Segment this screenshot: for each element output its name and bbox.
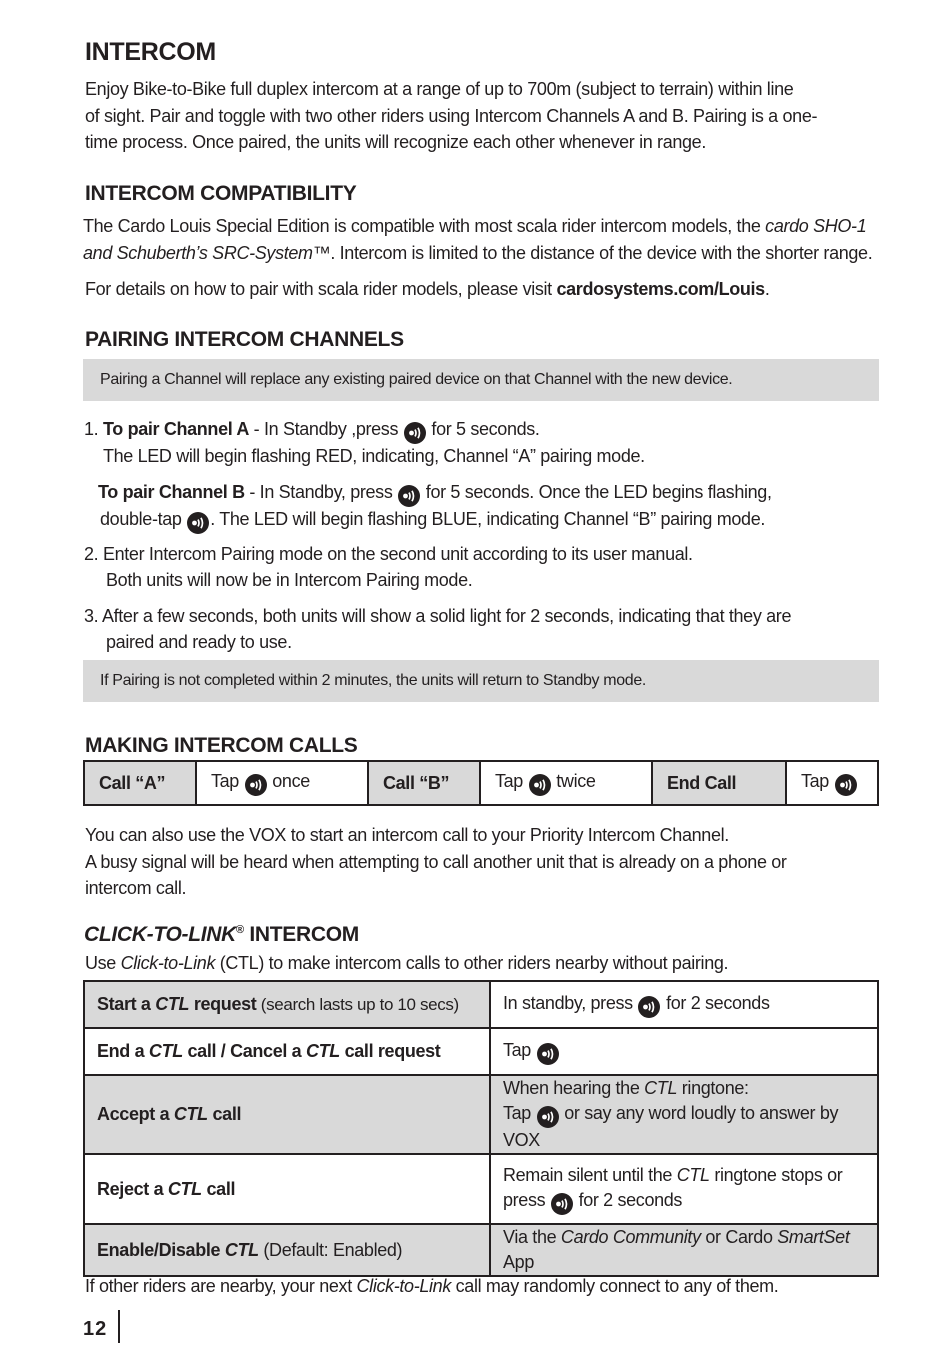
ctl-key-end — [84, 1028, 490, 1075]
italic-text: CTL — [173, 1104, 208, 1124]
text: call — [207, 1104, 242, 1124]
ctl-value-enable — [490, 1224, 878, 1276]
text-line — [503, 1188, 865, 1215]
end-call-action — [786, 761, 878, 805]
table-row — [84, 1075, 878, 1154]
text: In standby, press — [503, 993, 638, 1013]
page-number-divider — [118, 1310, 120, 1343]
text: once — [267, 770, 310, 791]
intercom-paragraph — [85, 76, 817, 156]
text: call request — [339, 1041, 441, 1061]
step-3: 3. After a few seconds, both units will show a solid light for 2 seconds, indicating that they are — [84, 606, 792, 626]
ctl-value-start — [490, 981, 878, 1028]
text: - In Standby ,press — [249, 419, 403, 439]
ctl-heading — [84, 918, 359, 947]
calls-paragraph — [85, 822, 787, 902]
italic-text: CTL — [644, 1078, 678, 1098]
table-row — [84, 1154, 878, 1224]
italic-text: CTL — [155, 994, 190, 1014]
text: Accept a — [97, 1104, 174, 1124]
italic-text: CTL — [306, 1041, 340, 1061]
text: Tap — [801, 770, 834, 791]
text: If other riders are nearby, your next — [85, 1276, 357, 1296]
text: Use — [85, 953, 121, 973]
text: call — [201, 1178, 236, 1199]
text: Reject a — [97, 1178, 168, 1199]
ctl-intro — [85, 950, 728, 977]
step-2: 2. Enter Intercom Pairing mode on the second unit according to its user manual. — [84, 544, 693, 564]
text: App — [503, 1252, 534, 1272]
text: Tap — [503, 1103, 536, 1123]
italic-text: Click-to-Link — [120, 953, 216, 973]
text-line — [503, 1163, 865, 1188]
text-line: time process. Once paired, the units will recognize each other whenever in range. — [85, 132, 706, 152]
compatibility-paragraph — [83, 213, 872, 266]
ctl-key-accept — [84, 1075, 490, 1154]
ctl-footer-note — [85, 1273, 778, 1300]
text: ringtone stops or — [709, 1165, 843, 1185]
intercom-button-icon — [529, 774, 551, 796]
text-line — [503, 1076, 865, 1101]
italic-text: CTL — [167, 1178, 202, 1199]
ctl-key-enable — [84, 1224, 490, 1276]
pairing-heading: PAIRING INTERCOM CHANNELS — [85, 328, 404, 351]
intercom-button-icon — [551, 1193, 573, 1215]
text: End a — [97, 1041, 149, 1061]
text: Tap — [495, 770, 528, 791]
text: press — [503, 1190, 550, 1210]
text: When hearing the — [503, 1078, 645, 1098]
ctl-value-reject — [490, 1154, 878, 1224]
text-line: You can also use the VOX to start an intercom call to your Priority Intercom Channel. — [85, 825, 729, 845]
text: request — [189, 994, 257, 1014]
italic-text: and Schuberth’s SRC-System — [83, 242, 313, 263]
step-1a-line2: The LED will begin flashing RED, indicating, Channel “A” pairing mode. — [103, 446, 645, 466]
text-line: of sight. Pair and toggle with two other riders using Intercom Channels A and B. Pairing is a one- — [85, 105, 818, 126]
text-line: intercom call. — [85, 878, 187, 898]
intercom-button-icon — [835, 774, 857, 796]
text: call may randomly connect to any of them. — [450, 1276, 779, 1296]
table-row — [84, 1028, 878, 1075]
text: Via the — [503, 1227, 561, 1247]
intercom-button-icon — [537, 1043, 559, 1065]
intercom-button-icon — [245, 774, 267, 796]
step-1a — [84, 416, 540, 444]
text: Tap — [503, 1040, 536, 1060]
intercom-button-icon — [404, 422, 426, 444]
intercom-button-icon — [187, 512, 209, 534]
italic-text: CTL — [676, 1165, 710, 1185]
step-2-line2: Both units will now be in Intercom Pairing mode. — [106, 570, 473, 590]
text: call / Cancel a — [182, 1041, 306, 1061]
text: ™. Intercom is limited to the distance of the device with the shorter range. — [312, 242, 873, 263]
calls-table — [83, 760, 879, 806]
text: for 5 seconds. Once the LED begins flashing, — [421, 482, 772, 502]
italic-text: CTL — [148, 1041, 183, 1061]
page-number: 12 — [83, 1318, 108, 1340]
text: Enable/Disable — [97, 1239, 225, 1260]
text: (Default: Enabled) — [258, 1239, 403, 1260]
text: The Cardo Louis Special Edition is compatible with most scala rider intercom models, the — [83, 216, 766, 236]
italic-text: CTL — [224, 1239, 259, 1260]
note-box-timeout: If Pairing is not completed within 2 minutes, the units will return to Standby mode. — [83, 660, 879, 702]
italic-text: Click-to-Link — [356, 1276, 451, 1296]
text: or Cardo — [700, 1227, 778, 1247]
text: . The LED will begin flashing BLUE, indicating Channel “B” pairing mode. — [210, 509, 766, 529]
end-call-label: End Call — [652, 761, 786, 805]
text-line — [83, 240, 872, 267]
text: For details on how to pair with scala rider models, please visit — [85, 279, 557, 299]
step-number: 1. — [84, 419, 99, 439]
step-1b-line2 — [100, 506, 765, 534]
ctl-value-accept — [490, 1075, 878, 1154]
text: ringtone: — [677, 1078, 749, 1098]
ctl-key-reject — [84, 1154, 490, 1224]
text: double-tap — [100, 509, 187, 529]
website-link[interactable]: cardosystems.com/Louis — [556, 279, 765, 299]
text: for 2 seconds — [573, 1190, 683, 1210]
step-title: To pair Channel A — [102, 419, 250, 439]
italic-text: Cardo Community — [560, 1227, 701, 1247]
text: Remain silent until the — [503, 1165, 677, 1185]
step-title: To pair Channel B — [98, 482, 245, 502]
text: (search lasts up to 10 secs) — [256, 995, 459, 1014]
table-row — [84, 761, 878, 805]
table-row — [84, 981, 878, 1028]
text: to make intercom calls to other riders nearby without pairing. — [264, 953, 729, 973]
intercom-button-icon — [537, 1106, 559, 1128]
intercom-button-icon — [638, 996, 660, 1018]
call-a-action — [196, 761, 368, 805]
text: for 5 seconds. — [426, 419, 540, 439]
call-b-action — [480, 761, 652, 805]
step-1b — [98, 479, 772, 507]
calls-heading: MAKING INTERCOM CALLS — [85, 734, 358, 757]
italic-text: SmartSet — [777, 1227, 850, 1247]
text-line: A busy signal will be heard when attempting to call another unit that is already on a phone or — [85, 851, 787, 872]
registered-mark: ® — [236, 924, 244, 936]
intercom-heading: INTERCOM — [85, 38, 216, 66]
text: . — [764, 279, 770, 299]
call-a-label: Call “A” — [84, 761, 196, 805]
italic-text: CLICK-TO-LINK — [84, 923, 237, 946]
text: INTERCOM — [243, 923, 359, 946]
text: (CTL) — [215, 953, 264, 973]
text-line — [83, 213, 872, 240]
call-b-label: Call “B” — [368, 761, 480, 805]
ctl-value-end — [490, 1028, 878, 1075]
step-3-line2: paired and ready to use. — [106, 632, 292, 652]
ctl-key-start — [84, 981, 490, 1028]
compatibility-heading: INTERCOM COMPATIBILITY — [85, 182, 357, 205]
text: - In Standby, press — [244, 482, 398, 502]
text: or say any word loudly to answer by VOX — [503, 1103, 839, 1150]
details-line — [85, 276, 770, 303]
italic-text: cardo SHO-1 — [765, 216, 867, 236]
text: Start a — [97, 994, 156, 1014]
ctl-table — [83, 980, 879, 1277]
text: Tap — [211, 770, 244, 791]
text: twice — [551, 770, 596, 791]
text-line — [503, 1101, 865, 1153]
text: for 2 seconds — [661, 993, 770, 1013]
text-line: Enjoy Bike-to-Bike full duplex intercom at a range of up to 700m (subject to terrain) within line — [85, 79, 794, 99]
note-box-replace: Pairing a Channel will replace any existing paired device on that Channel with the new device. — [83, 359, 879, 401]
table-row — [84, 1224, 878, 1276]
intercom-button-icon — [398, 485, 420, 507]
